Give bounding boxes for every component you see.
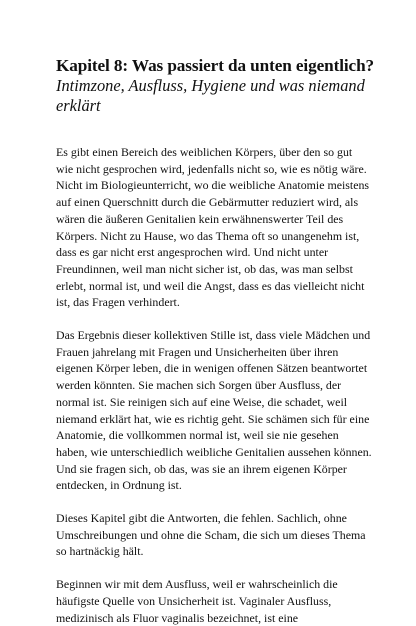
body-paragraph-3: Dieses Kapitel gibt die Antworten, die fehlen. Sachlich, ohne Umschreibungen und ohne die Scham, die sich um dieses Thema so hartnäckig hält. (56, 511, 366, 559)
chapter-subtitle: Intimzone, Ausfluss, Hygiene und was niemand erklärt (56, 76, 365, 115)
body-paragraph-1: Es gibt einen Bereich des weiblichen Körpers, über den so gut wie nicht gesprochen wird, jedenfalls nicht so, wie es nötig wäre. Nicht im Biologieunterricht, wo die weibliche Anatomie meistens auf einen Querschnitt durch die Gebärmutter reduziert wird, als wären die äußeren Genitalien kein erwähnenswerter Teil des Körpers. Nicht zu Hause, wo das Thema oft so unangenehm ist, dass es gar nicht erst angesprochen wird. Und nicht unter Freundinnen, weil man nicht sicher ist, ob das, was man selbst erlebt, normal ist, und weil die Angst, dass es das vielleicht nicht ist, das Fragen verhindert. (56, 145, 370, 310)
body-paragraph-4: Beginnen wir mit dem Ausfluss, weil er wahrscheinlich die häufigste Quelle von Unsicherheit ist. Vaginaler Ausfluss, medizinisch als Fluor vaginalis bezeichnet, ist eine (56, 577, 338, 625)
chapter-title: Kapitel 8: Was passiert da unten eigentlich? (56, 56, 375, 75)
body-paragraph-2: Das Ergebnis dieser kollektiven Stille ist, dass viele Mädchen und Frauen jahrelang mit Fragen und Unsicherheiten über ihren eigenen Körper leben, die in wenigen offenen Sätzen beantwortet werden könnten. Sie machen sich Sorgen über Ausfluss, der normal ist. Sie reinigen sich auf eine Weise, die schadet, weil niemand erklärt hat, wie es richtig geht. Sie schämen sich für eine Anatomie, die vollkommen normal ist, weil sie nie gesehen haben, wie unterschiedlich weibliche Genitalien aussehen können. Und sie fragen sich, ob das, was sie an ihrem eigenen Körper entdecken, in Ordnung ist. (56, 328, 372, 493)
